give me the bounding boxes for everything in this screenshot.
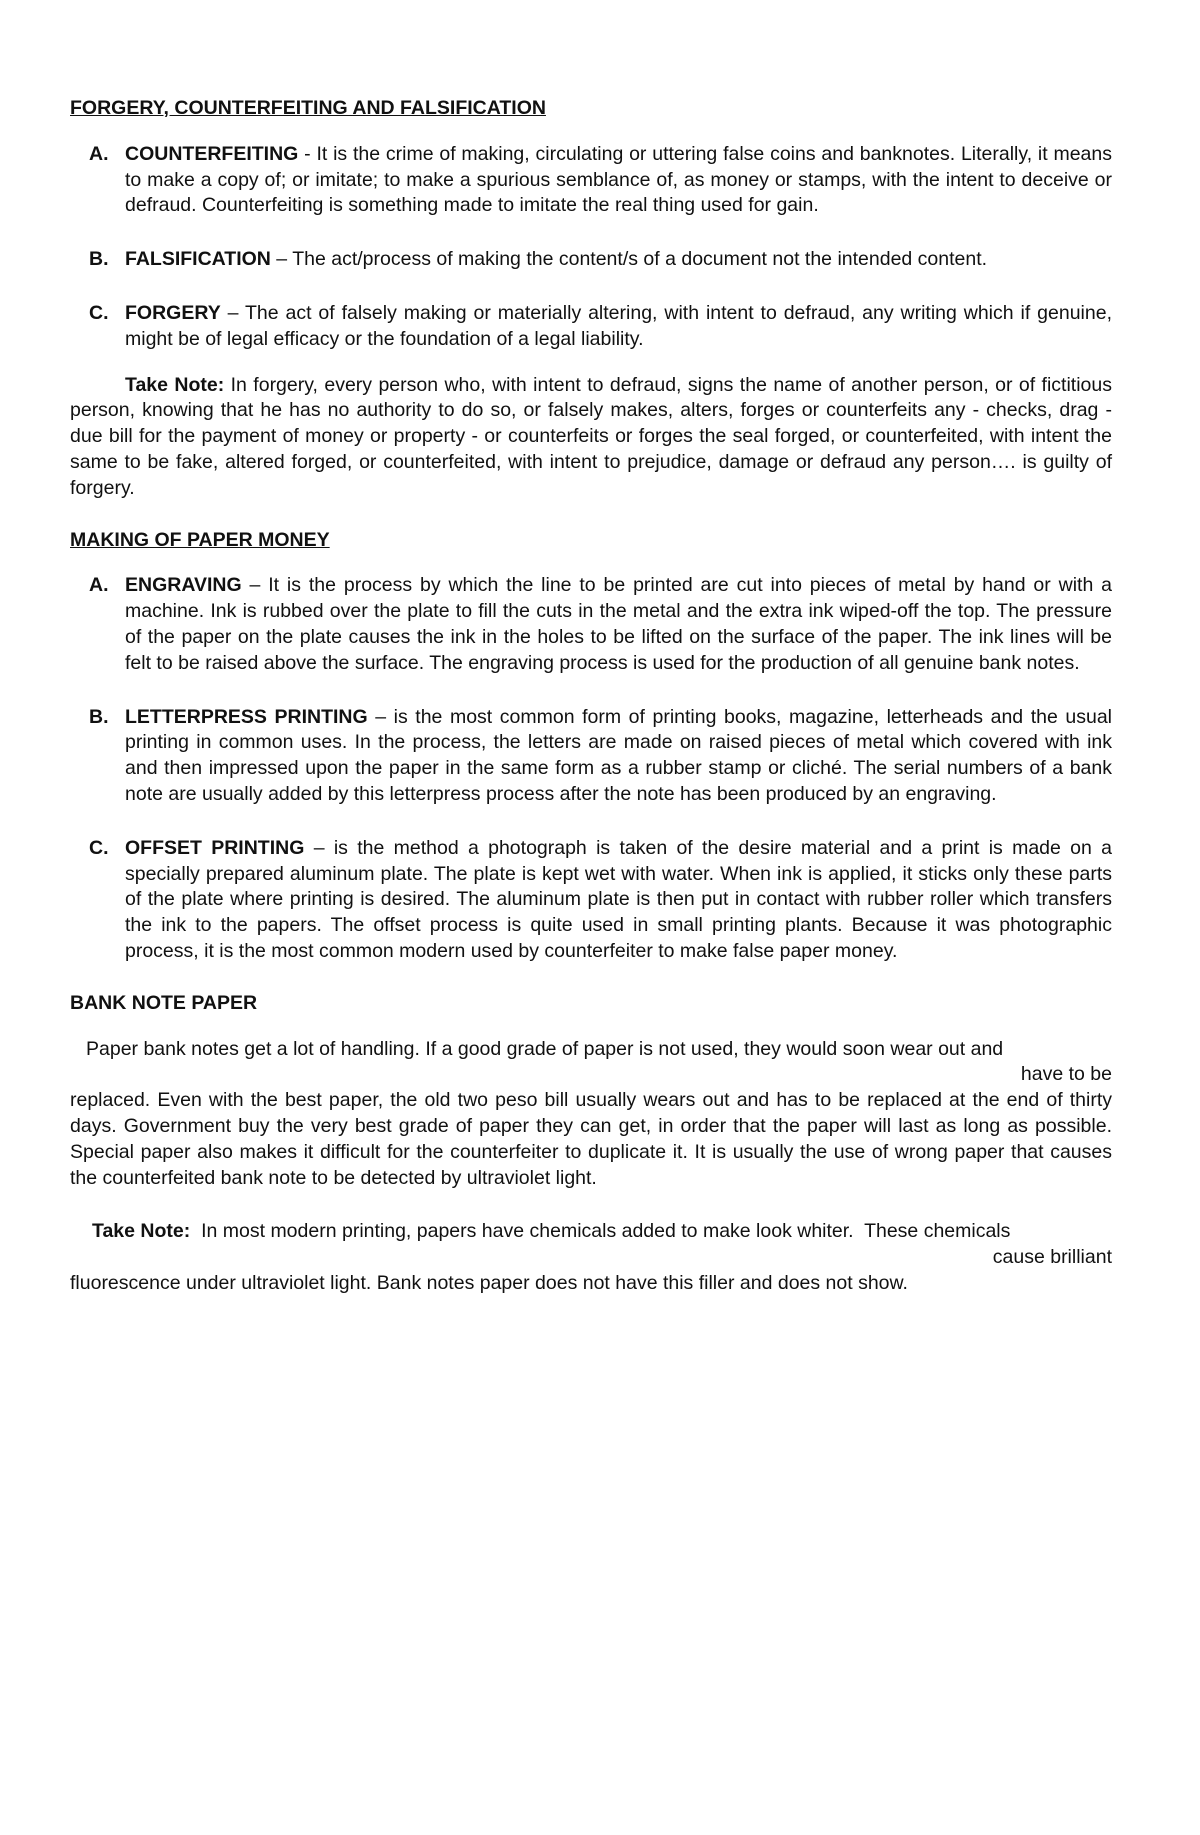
list-marker: A. [89,574,109,597]
list-item-falsification [70,247,1112,273]
paragraph-line: Paper bank notes get a lot of handling. If a good grade of paper is not used, they would soon wear out and [86,1037,1004,1060]
list-marker: B. [89,705,109,728]
bank-note-paper-paragraph [70,1037,1112,1192]
take-note-forgery [70,373,1112,502]
list-item-body [125,301,1112,353]
list-marker: B. [89,248,109,271]
term-letterpress: LETTERPRESS PRINTING [125,705,368,728]
list-item-body [125,836,1112,965]
term-counterfeiting: COUNTERFEITING [125,142,299,165]
term-falsification: FALSIFICATION [125,248,271,271]
definition-falsification: – The act/process of making the content/s of a document not the intended content. [270,248,988,271]
list-item-offset-printing [70,836,1112,965]
paragraph-line-wrapped: have to be [1020,1063,1112,1086]
list-marker: C. [89,836,109,859]
list-item-body [125,247,1112,273]
note-line [70,1219,1112,1245]
definition-letterpress: – is the most common form of printing books, magazine, letterheads and the usual printing in common uses. In the process, the letters are made on raised pieces of metal which covered with ink and then impressed upon the paper in the same form as a rubber stamp or cliché. The serial numbers of a bank note are usually added by this letterpress process after the note has been produced by an engraving. [125,705,1112,805]
definition-counterfeiting: - It is the crime of making, circulating or uttering false coins and banknotes. Literally, it means to make a copy of; or imitate; to make a spurious semblance of, as money or stamps, with the intent to deceive or defraud. Counterfeiting is something made to imitate the real thing used for gain. [125,142,1112,217]
note-label: Take Note: [92,1220,191,1243]
document-content [70,96,1112,1325]
note-text: In forgery, every person who, with intent to defraud, signs the name of another person, or of fictitious person, knowing that he has no authority to do so, or falsely makes, alters, forges or counterfeits any - checks, drag - due bill for the payment of money or property - or counterfeits or forges the seal forged, or counterfeited, with intent the same to be fake, altered forged, or counterfeited, with intent to prejudice, damage or defraud any person…. is guilty of forgery. [70,373,1112,499]
definition-engraving: – It is the process by which the line to be printed are cut into pieces of metal by hand or with a machine. Ink is rubbed over the plate to fill the cuts in the metal and the extra ink wiped-off the top. The pressure of the paper on the plate causes the ink in the holes to be lifted on the surface of the paper. The ink lines will be felt to be raised above the surface. The engraving process is used for the production of all genuine bank notes. [125,574,1112,674]
section-heading-bank-note-paper: BANK NOTE PAPER [70,991,258,1014]
section-heading-making-paper-money: MAKING OF PAPER MONEY [70,528,330,551]
note-label: Take Note: [125,373,225,396]
definition-offset-printing: – is the method a photograph is taken of the desire material and a print is made on a specially prepared aluminum plate. The plate is kept wet with water. When ink is applied, it sticks only these parts of the plate where printing is desired. The aluminum plate is then put in contact with rubber roller which transfers the ink to the papers. The offset process is quite used in small printing plants. Because it was photographic process, it is the most common modern used by counterfeiter to make false paper money. [125,836,1113,962]
section-heading-forgery: FORGERY, COUNTERFEITING AND FALSIFICATION [70,97,546,119]
list-item-body [125,573,1112,676]
note-line-wrapped: cause brilliant [992,1246,1112,1269]
list-item-counterfeiting [70,142,1112,219]
note-text-line: In most modern printing, papers have chemicals added to make look whiter. These chemicals [190,1220,1011,1243]
list-marker: A. [89,142,109,165]
paragraph-rest: replaced. Even with the best paper, the old two peso bill usually wears out and has to be replaced at the end of thirty days. Government buy the very best grade of paper they can get, in order that the paper will last as long as possible. Special paper also makes it difficult for the counterfeiter to duplicate it. It is usually the use of wrong paper that causes the counterfeited bank note to be detected by ultraviolet light. [70,1089,1112,1189]
definition-forgery: – The act of falsely making or materially altering, with intent to defraud, any writing which if genuine, might be of legal efficacy or the foundation of a legal liability. [125,301,1112,350]
note-rest: fluorescence under ultraviolet light. Bank notes paper does not have this filler and does not show. [70,1271,908,1294]
term-engraving: ENGRAVING [125,574,242,597]
list-item-forgery [70,301,1112,353]
term-offset-printing: OFFSET PRINTING [125,836,305,859]
list-item-body [125,705,1112,808]
list-marker: C. [89,301,109,324]
take-note-bank-paper [70,1219,1112,1296]
list-item-engraving [70,573,1112,676]
list-item-body [125,142,1112,219]
list-item-letterpress [70,705,1112,808]
term-forgery: FORGERY [125,301,221,324]
